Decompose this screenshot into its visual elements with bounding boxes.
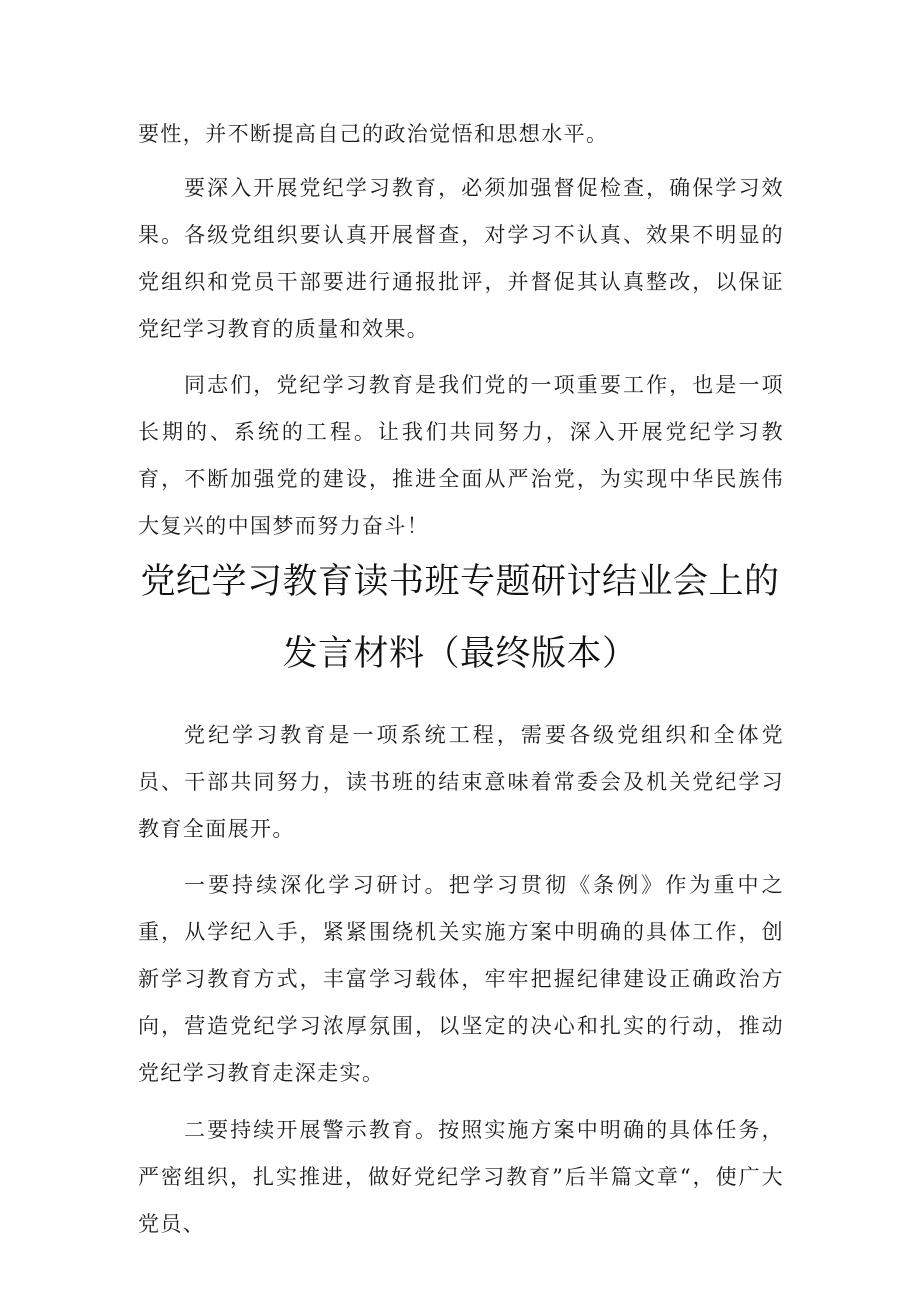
document-title-line-1: 党纪学习教育读书班专题研讨结业会上的: [140, 562, 780, 602]
paragraph-supervision: 要深入开展党纪学习教育，必须加强督促检查，确保学习效果。各级党组织要认真开展督查，对学习不认真、效果不明显的党组织和党员干部要进行通报批评，并督促其认真整改，以保证党纪学习教育的质量和效果。: [138, 176, 784, 341]
paragraph-point-two: 二要持续开展警示教育。按照实施方案中明确的具体任务，严密组织，扎实推进，做好党纪学习教育”后半篇文章“，使广大党员、: [138, 1118, 784, 1236]
continued-paragraph: 要性，并不断提高自己的政治觉悟和思想水平。: [138, 122, 609, 146]
paragraph-intro: 党纪学习教育是一项系统工程，需要各级党组织和全体党员、干部共同努力，读书班的结束意味着常委会及机关党纪学习教育全面展开。: [138, 723, 784, 841]
paragraph-point-one: 一要持续深化学习研讨。把学习贯彻《条例》作为重中之重，从学纪入手，紧紧围绕机关实施方案中明确的具体工作，创新学习教育方式，丰富学习载体，牢牢把握纪律建设正确政治方向，营造党纪学习浓厚氛围，以坚定的决心和扎实的行动，推动党纪学习教育走深走实。: [138, 873, 784, 1085]
paragraph-closing: 同志们，党纪学习教育是我们党的一项重要工作，也是一项长期的、系统的工程。让我们共同努力，深入开展党纪学习教育，不断加强党的建设，推进全面从严治党，为实现中华民族伟大复兴的中国梦而努力奋斗！: [138, 373, 784, 538]
document-title-line-2: 发言材料（最终版本）: [282, 634, 638, 674]
